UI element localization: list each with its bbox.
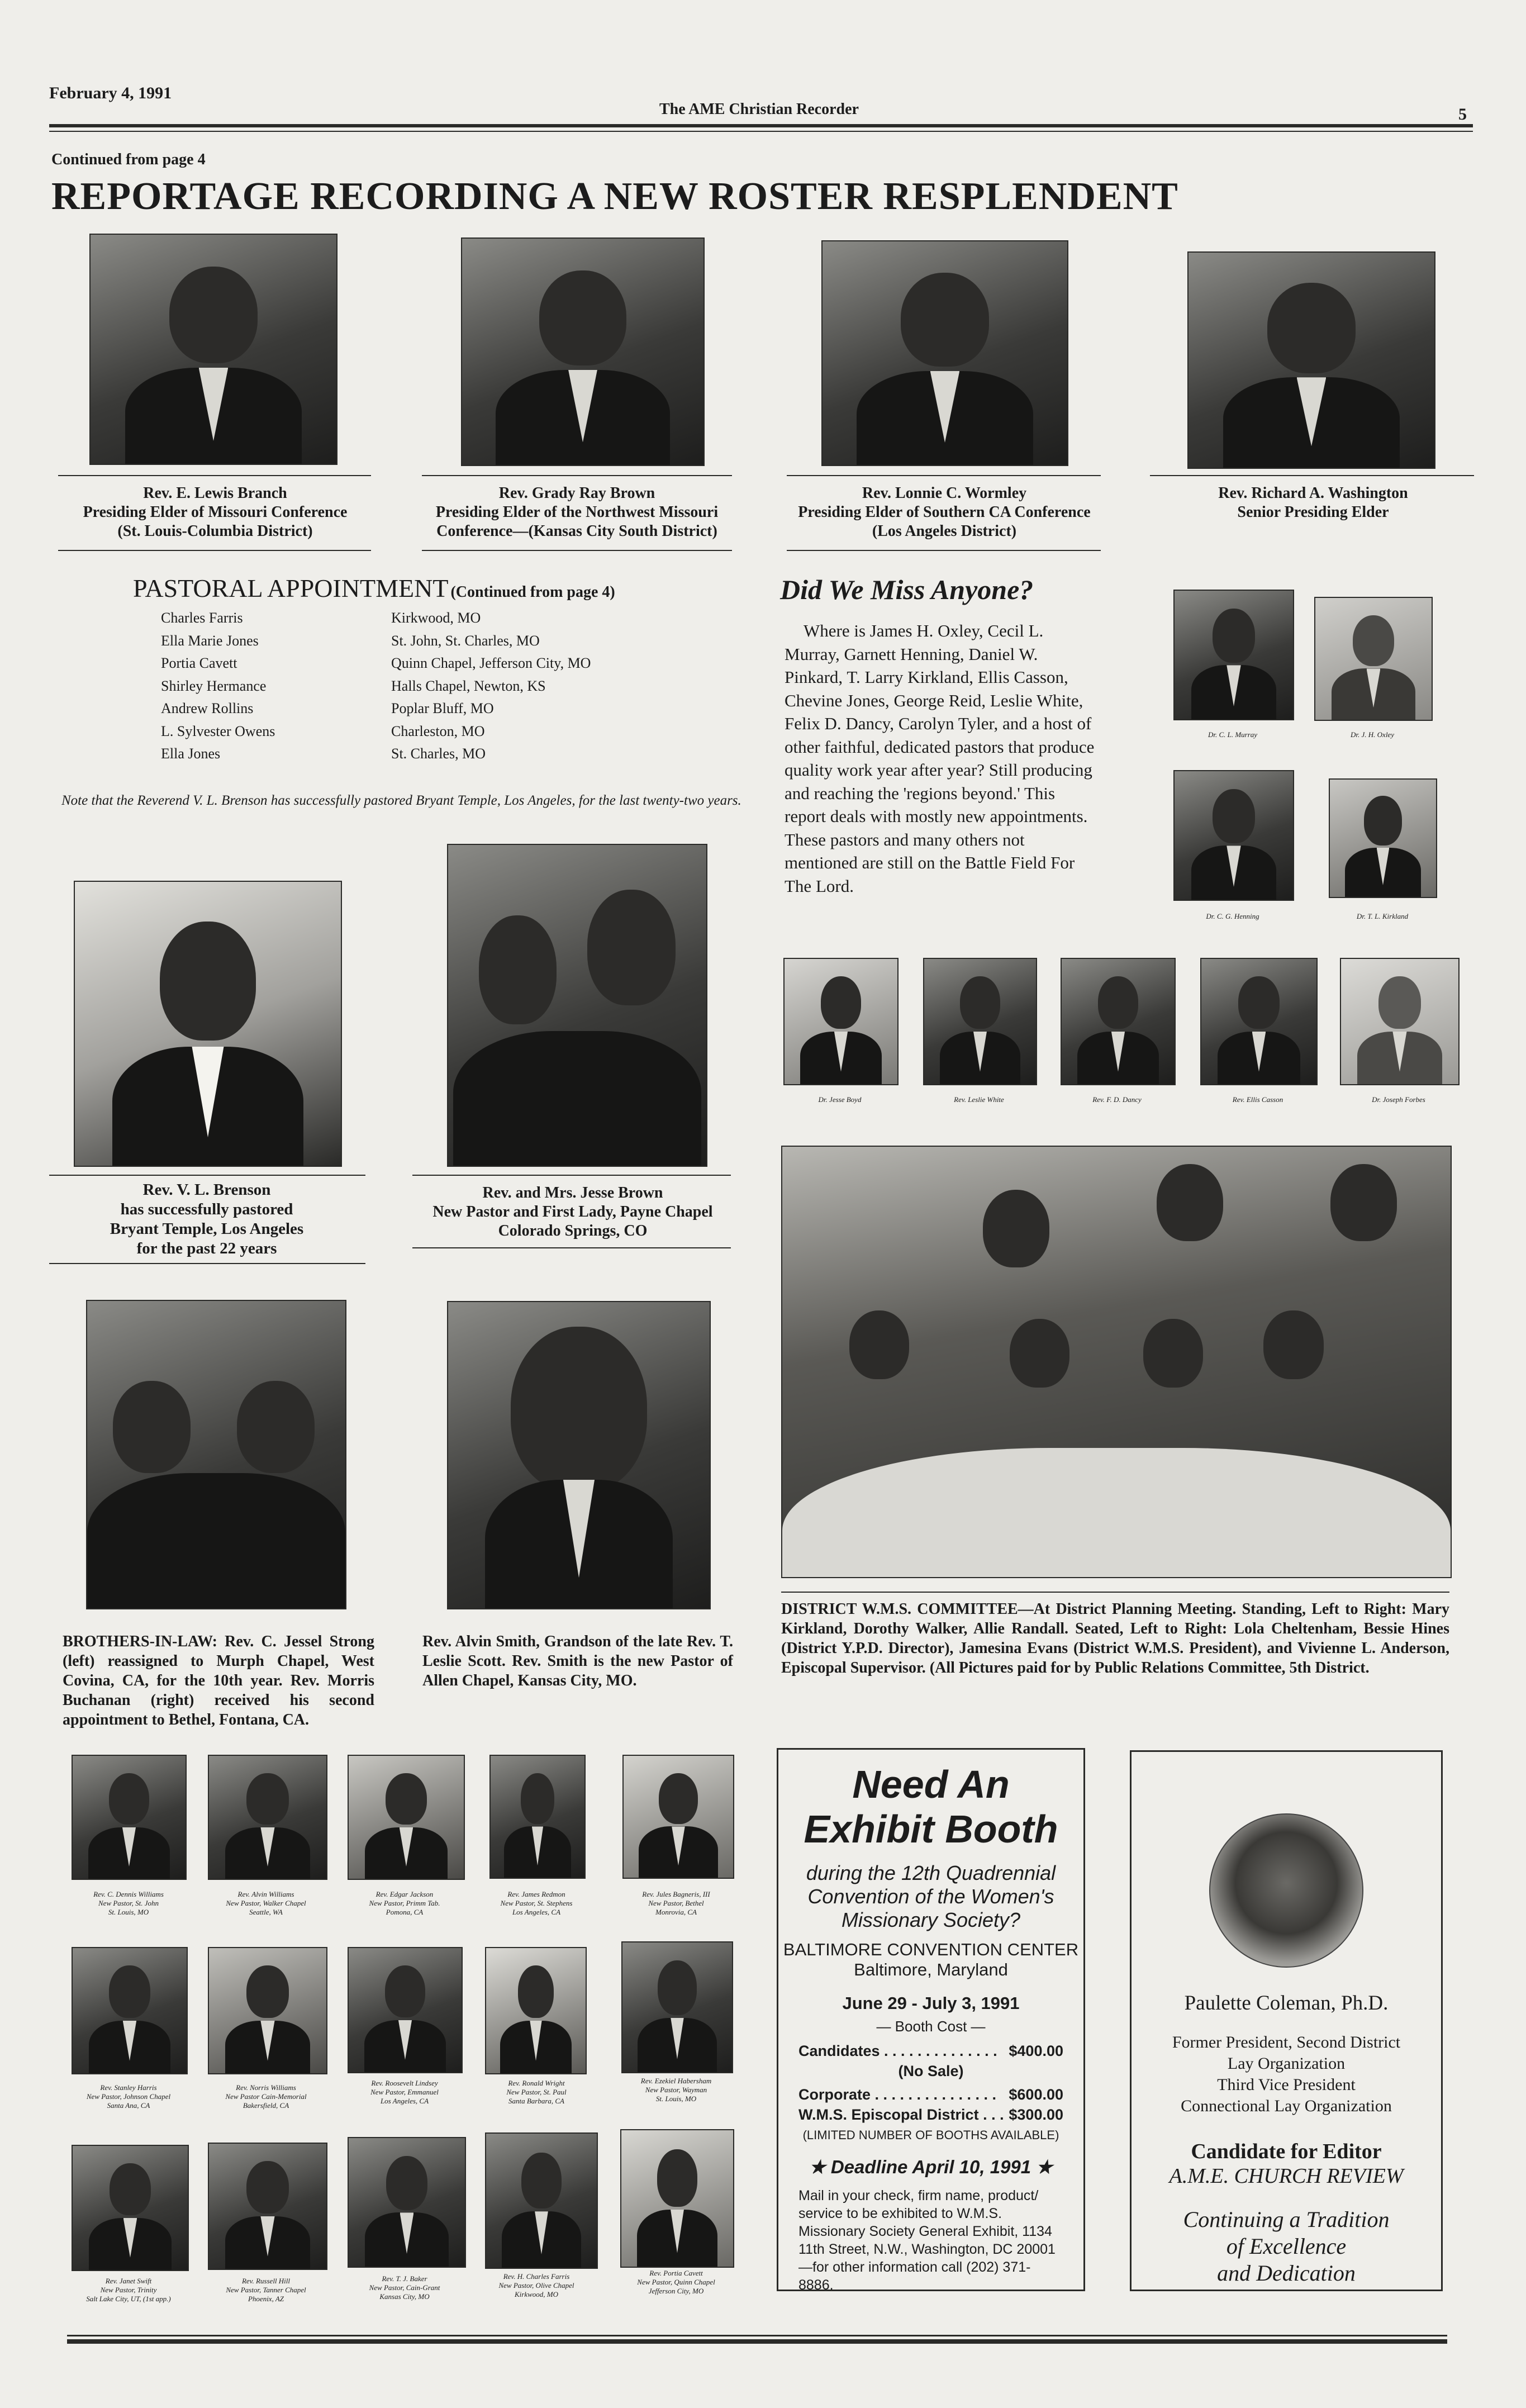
pastoral-name: Ella Marie Jones xyxy=(161,632,259,649)
caption-rule xyxy=(787,550,1101,551)
pastoral-names xyxy=(161,607,275,766)
pastoral-place: St. John, St. Charles, MO xyxy=(391,632,540,649)
photo-brenson xyxy=(74,881,342,1167)
photo-pastor xyxy=(348,2137,466,2268)
pastoral-title-main: PASTORAL APPOINTMENT xyxy=(133,574,449,602)
pastoral-place: Halls Chapel, Newton, KS xyxy=(391,677,546,694)
caption-branch: Rev. E. Lewis Branch Presiding Elder of Missouri Conference (St. Louis-Columbia District) xyxy=(83,485,348,540)
label-oxley: Dr. J. H. Oxley xyxy=(1351,730,1394,739)
photo-washington xyxy=(1187,251,1435,469)
ad-deadline: ★ Deadline April 10, 1991 ★ xyxy=(809,2157,1053,2177)
caption-jesse-brown: Rev. and Mrs. Jesse Brown New Pastor and First Lady, Payne Chapel Colorado Springs, CO xyxy=(432,1184,713,1239)
photo-pastor xyxy=(72,1755,187,1880)
photo-boyd xyxy=(783,958,899,1085)
photo-alvin-smith xyxy=(447,1301,711,1609)
cost-row-price: $400.00 xyxy=(1009,2043,1063,2059)
caption-rule xyxy=(49,1175,365,1176)
photo-pastor xyxy=(485,2132,598,2269)
caption-rule xyxy=(781,1592,1449,1593)
ad-subtitle: during the 12th Quadrennial Convention of the Women's Missionary Society? xyxy=(806,1861,1056,1931)
photo-pastor xyxy=(489,1755,586,1879)
coleman-title-line: Lay Organization xyxy=(1227,2054,1346,2073)
photo-branch xyxy=(89,234,337,465)
photo-coleman xyxy=(1209,1813,1363,1968)
cost-row-price: $600.00 xyxy=(1009,2086,1063,2103)
caption-grady-brown: Rev. Grady Ray Brown Presiding Elder of the Northwest Missouri Conference—(Kansas City South District) xyxy=(435,485,719,540)
photo-jesse-brown-couple xyxy=(447,844,707,1167)
label-murray: Dr. C. L. Murray xyxy=(1208,730,1258,739)
coleman-tagline-line: and Dedication xyxy=(1217,2260,1356,2286)
photo-pastor xyxy=(208,2143,327,2270)
photo-pastor xyxy=(348,1947,463,2073)
caption-rule xyxy=(58,475,371,476)
label-white: Rev. Leslie White xyxy=(954,1095,1004,1104)
pastoral-name: L. Sylvester Owens xyxy=(161,723,275,739)
caption-rule xyxy=(1150,475,1474,476)
photo-forbes xyxy=(1340,958,1460,1085)
grid-caption: Rev. H. Charles Farris New Pastor, Olive Chapel Kirkwood, MO xyxy=(498,2272,574,2298)
caption-rule xyxy=(787,475,1101,476)
caption-brothers: BROTHERS-IN-LAW: Rev. C. Jessel Strong (left) reassigned to Murph Chapel, West Covina, CA, for the 10th year. Rev. Morris Buchanan (right) received his second appointment to Bethel, Fontana, CA. xyxy=(63,1633,374,1728)
pastoral-name: Andrew Rollins xyxy=(161,700,254,716)
photo-pastor xyxy=(72,2145,189,2271)
grid-caption: Rev. Janet Swift New Pastor, Trinity Salt Lake City, UT, (1st app.) xyxy=(86,2277,171,2303)
grid-caption: Rev. Russell Hill New Pastor, Tanner Chapel Phoenix, AZ xyxy=(226,2277,306,2303)
cost-row-label: Corporate . . . . . . . . . . . . . . . xyxy=(798,2086,997,2103)
caption-rule xyxy=(412,1247,731,1248)
coleman-candidate: Candidate for Editor xyxy=(1191,2140,1382,2163)
grid-caption: Rev. Edgar Jackson New Pastor, Primm Tab. Pomona, CA xyxy=(369,1890,440,1916)
photo-white xyxy=(923,958,1037,1085)
coleman-tagline-line: Continuing a Tradition xyxy=(1183,2207,1390,2232)
footer-rule xyxy=(67,2335,1447,2336)
grid-caption: Rev. T. J. Baker New Pastor, Cain-Grant Kansas City, MO xyxy=(369,2274,440,2301)
pastoral-name: Charles Farris xyxy=(161,610,243,626)
cost-row-label: W.M.S. Episcopal District . . . xyxy=(798,2106,1004,2123)
label-henning: Dr. C. G. Henning xyxy=(1206,912,1259,920)
pastoral-title-sub: (Continued from page 4) xyxy=(450,583,615,601)
footer-rule-thick xyxy=(67,2339,1447,2344)
caption-rule xyxy=(412,1175,731,1176)
caption-washington: Rev. Richard A. Washington Senior Presiding Elder xyxy=(1218,485,1408,521)
pastoral-name: Shirley Hermance xyxy=(161,677,267,694)
coleman-name: Paulette Coleman, Ph.D. xyxy=(1184,1992,1389,2015)
pastoral-place: St. Charles, MO xyxy=(391,745,486,762)
label-boyd: Dr. Jesse Boyd xyxy=(818,1095,862,1104)
page-number: 5 xyxy=(1458,105,1467,124)
photo-oxley xyxy=(1314,597,1433,721)
caption-rule xyxy=(422,475,732,476)
pastoral-name: Portia Cavett xyxy=(161,655,237,671)
photo-pastor xyxy=(208,1755,327,1880)
cost-row-price: $300.00 xyxy=(1009,2106,1063,2123)
photo-wms-committee xyxy=(781,1146,1452,1578)
coleman-title-line: Connectional Lay Organization xyxy=(1181,2097,1392,2115)
label-dancy: Rev. F. D. Dancy xyxy=(1092,1095,1142,1104)
photo-pastor xyxy=(348,1755,465,1880)
grid-caption: Rev. James Redmon New Pastor, St. Stephens Los Angeles, CA xyxy=(500,1890,573,1916)
pastoral-place: Quinn Chapel, Jefferson City, MO xyxy=(391,655,591,671)
caption-wormley: Rev. Lonnie C. Wormley Presiding Elder of Southern CA Conference (Los Angeles District) xyxy=(798,485,1091,540)
photo-brothers-in-law xyxy=(86,1300,346,1609)
label-kirkland: Dr. T. L. Kirkland xyxy=(1356,912,1409,920)
grid-caption: Rev. Stanley Harris New Pastor, Johnson Chapel Santa Ana, CA xyxy=(86,2083,171,2110)
coleman-tagline-line: of Excellence xyxy=(1226,2234,1347,2259)
ad-title-1: Need An xyxy=(852,1763,1010,1806)
photo-dancy xyxy=(1061,958,1176,1085)
caption-wms: DISTRICT W.M.S. COMMITTEE—At District Planning Meeting. Standing, Left to Right: Mary Kirkland, Dorothy Walker, Allie Randall. Seated, Left to Right: Lola Cheltenham, Bessie Hines (District Y.P.D. Director), Jamesina Evans (District W.M.S. President), and Vivienne L. Anderson, Episcopal Supervisor. (All Pictures paid for by Public Relations Committee, 5th District. xyxy=(781,1600,1449,1676)
miss-body: Where is James H. Oxley, Cecil L. Murray, Garnett Henning, Daniel W. Pinkard, T. Larry Kirkland, Ellis Casson, Chevine Jones, George Reid, Leslie White, Felix D. Dancy, Carolyn Tyler, and a host of other faithful, dedicated pastors that produce quality work year after year? Still producing and reaching the 'regions beyond.' This report deals with mostly new appointments. These pastors and many others not mentioned are still on the Battle Field For The Lord. xyxy=(785,621,1095,896)
coleman-review: A.M.E. CHURCH REVIEW xyxy=(1169,2164,1404,2188)
photo-pastor xyxy=(621,1941,733,2073)
cost-row-label: (No Sale) xyxy=(898,2063,964,2079)
photo-pastor xyxy=(622,1755,734,1879)
photo-kirkland xyxy=(1329,778,1437,898)
caption-brenson: Rev. V. L. Brenson has successfully pastored Bryant Temple, Los Angeles for the past 22 years xyxy=(110,1181,304,1257)
ad-limited: (LIMITED NUMBER OF BOOTHS AVAILABLE) xyxy=(802,2128,1059,2142)
ad-city: Baltimore, Maryland xyxy=(854,1960,1008,1979)
page-headline: REPORTAGE RECORDING A NEW ROSTER RESPLENDENT xyxy=(51,175,1178,218)
photo-casson xyxy=(1200,958,1318,1085)
grid-caption: Rev. Jules Bagneris, III New Pastor, Bethel Monrovia, CA xyxy=(642,1890,710,1916)
grid-caption: Rev. C. Dennis Williams New Pastor, St. John St. Louis, MO xyxy=(93,1890,164,1916)
photo-murray xyxy=(1173,590,1294,720)
label-forbes: Dr. Joseph Forbes xyxy=(1372,1095,1425,1104)
caption-rule xyxy=(58,550,371,551)
ad-mail-info: Mail in your check, firm name, product/ service to be exhibited to W.M.S. Missionary Society General Exhibit, 1134 11th Street, N.W., Washington, DC 20001 —for other information call (202) 371-8886. xyxy=(798,2188,1056,2293)
photo-pastor xyxy=(208,1947,327,2074)
pastoral-place: Charleston, MO xyxy=(391,723,485,739)
ad-venue: BALTIMORE CONVENTION CENTER xyxy=(783,1940,1079,1959)
photo-pastor xyxy=(620,2129,734,2268)
coleman-title-line: Former President, Second District xyxy=(1172,2033,1401,2051)
photo-pastor xyxy=(72,1947,188,2074)
label-casson: Rev. Ellis Casson xyxy=(1232,1095,1283,1104)
grid-caption: Rev. Roosevelt Lindsey New Pastor, Emmanuel Los Angeles, CA xyxy=(370,2079,439,2105)
exhibit-booth-ad xyxy=(777,1748,1085,2291)
grid-caption: Rev. Norris Williams New Pastor Cain-Memorial Bakersfield, CA xyxy=(225,2083,307,2110)
miss-title: Did We Miss Anyone? xyxy=(780,574,1034,605)
pastoral-name: Ella Jones xyxy=(161,745,221,762)
pastoral-places xyxy=(391,607,591,766)
masthead-rule xyxy=(49,124,1473,127)
caption-rule xyxy=(422,550,732,551)
coleman-tagline xyxy=(1132,2206,1441,2287)
coleman-title-line: Third Vice President xyxy=(1217,2075,1356,2094)
ad-cost-label: — Booth Cost — xyxy=(876,2018,986,2035)
photo-grady-brown xyxy=(461,238,705,466)
masthead-rule-thin xyxy=(49,131,1473,132)
grid-caption: Rev. Alvin Williams New Pastor, Walker Chapel Seattle, WA xyxy=(226,1890,306,1916)
coleman-titles xyxy=(1132,2032,1441,2117)
masthead-date: February 4, 1991 xyxy=(49,84,172,102)
ad-title-2: Exhibit Booth xyxy=(804,1807,1058,1851)
caption-alvin: Rev. Alvin Smith, Grandson of the late Rev. T. Leslie Scott. Rev. Smith is the new Pastor of Allen Chapel, Kansas City, MO. xyxy=(422,1633,733,1689)
photo-wormley xyxy=(821,240,1068,466)
ad-cost-table xyxy=(798,2041,1063,2125)
masthead-paper: The AME Christian Recorder xyxy=(659,101,859,118)
coleman-candidate-ad xyxy=(1130,1750,1443,2291)
pastoral-title xyxy=(133,573,615,603)
grid-caption: Rev. Ronald Wright New Pastor, St. Paul Santa Barbara, CA xyxy=(506,2079,567,2105)
pastoral-place: Poplar Bluff, MO xyxy=(391,700,494,716)
grid-caption: Rev. Portia Cavett New Pastor, Quinn Chapel Jefferson City, MO xyxy=(637,2269,715,2295)
caption-rule xyxy=(49,1263,365,1264)
photo-pastor xyxy=(485,1947,587,2074)
ad-dates: June 29 - July 3, 1991 xyxy=(842,1993,1020,2013)
grid-caption: Rev. Ezekiel Habersham New Pastor, Wayman St. Louis, MO xyxy=(640,2077,712,2103)
continued-note: Continued from page 4 xyxy=(51,151,206,168)
pastoral-place: Kirkwood, MO xyxy=(391,610,481,626)
pastoral-note: Note that the Reverend V. L. Brenson has successfully pastored Bryant Temple, Los Angeles, for the last twenty-two years. xyxy=(61,793,741,808)
photo-henning xyxy=(1173,770,1294,901)
cost-row-label: Candidates . . . . . . . . . . . . . . xyxy=(798,2043,997,2059)
